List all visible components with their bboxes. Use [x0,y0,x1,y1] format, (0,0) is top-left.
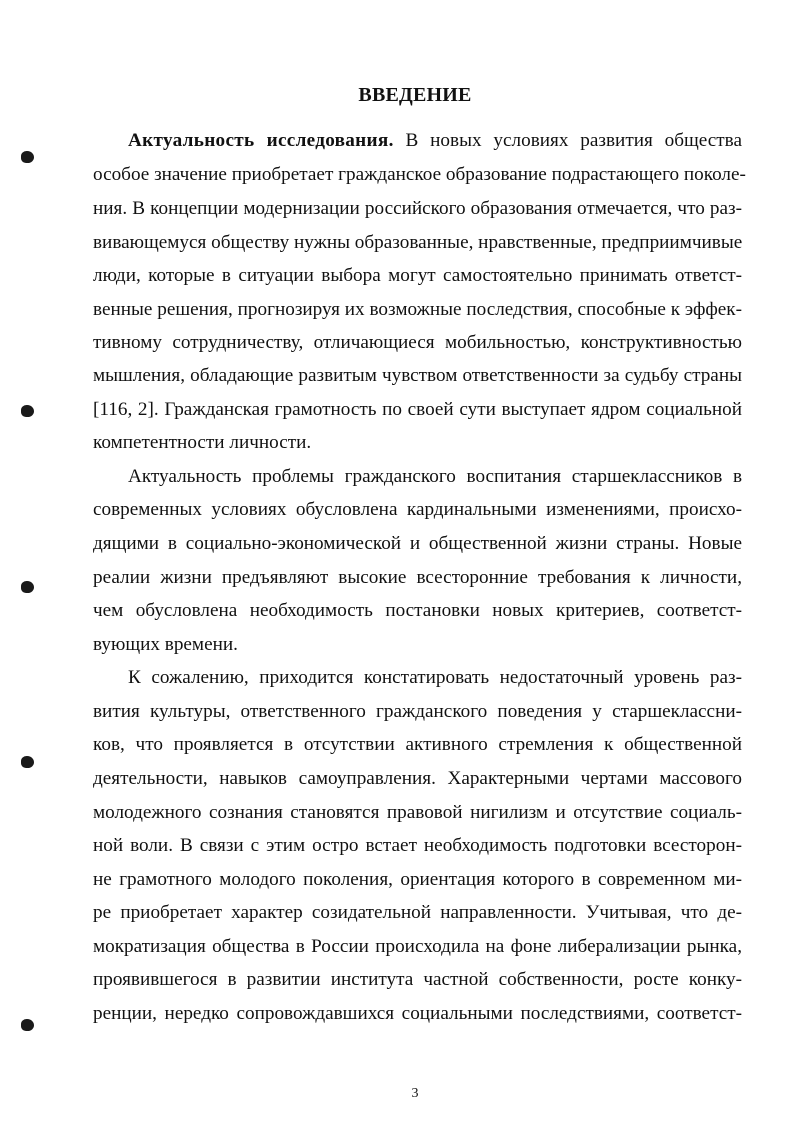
page-number: 3 [411,1086,419,1101]
paragraph-3-line-7: не грамотного молодого поколения, ориентация которого в современном ми- [93,869,742,890]
paragraph-1-line-2: особое значение приобретает гражданское образование подрастающего поколе- [93,164,746,185]
paragraph-3-line-10: проявившегося в развитии института частной собственности, росте конку- [93,969,742,990]
paragraph-1-line-4: вивающемуся обществу нужны образованные, нравственные, предприимчивые [93,232,743,253]
paragraph-3-line-9: мократизация общества в России происходила на фоне либерализации рынка, [93,936,742,957]
paragraph-3-line-8: ре приобретает характер созидательной направленности. Учитывая, что де- [93,902,742,923]
text-line: В новых условиях развития общества [393,130,742,151]
paragraph-1-line-6: венные решения, прогнозируя их возможные последствия, способные к эффек- [93,299,742,320]
paragraph-1-line-5: люди, которые в ситуации выбора могут самостоятельно принимать ответст- [93,265,742,286]
paragraph-2-line-2: современных условиях обусловлена кардинальными изменениями, происхо- [93,499,742,520]
paragraph-1-line-3: ния. В концепции модернизации российского образования отмечается, что раз- [93,198,742,219]
paragraph-3-line-3: ков, что проявляется в отсутствии активного стремления к общественной [93,734,742,755]
binder-hole-mark [21,151,34,163]
paragraph-3-line-1: К сожалению, приходится констатировать недостаточный уровень раз- [128,667,742,688]
page-title: ВВЕДЕНИЕ [358,84,472,106]
paragraph-3-line-4: деятельности, навыков самоуправления. Характерными чертами массового [93,768,742,789]
paragraph-2-line-1: Актуальность проблемы гражданского воспитания старшеклассников в [128,466,742,487]
paragraph-1-line-7: тивному сотрудничеству, отличающиеся мобильностью, конструктивностью [93,332,742,353]
binder-hole-mark [21,756,34,768]
paragraph-2-line-3: дящими в социально-экономической и общественной жизни страны. Новые [93,533,742,554]
paragraph-2-line-6: вующих времени. [93,634,238,655]
paragraph-1-line-1 [128,127,742,155]
paragraph-3-line-5: молодежного сознания становятся правовой нигилизм и отсутствие социаль- [93,802,742,823]
binder-hole-mark [21,1019,34,1031]
paragraph-1-line-9: [116, 2]. Гражданская грамотность по своей сути выступает ядром социальной [93,399,742,420]
paragraph-3-line-6: ной воли. В связи с этим остро встает необходимость подготовки всесторон- [93,835,742,856]
paragraph-2-line-4: реалии жизни предъявляют высокие всесторонние требования к личности, [93,567,742,588]
paragraph-1-line-8: мышления, обладающие развитым чувством ответственности за судьбу страны [93,365,742,386]
paragraph-1-line-10: компетентности личности. [93,432,312,453]
paragraph-2-line-5: чем обусловлена необходимость постановки новых критериев, соответст- [93,600,742,621]
binder-hole-mark [21,405,34,417]
paragraph-3-line-11: ренции, нередко сопровождавшихся социальными последствиями, соответст- [93,1003,742,1024]
binder-hole-mark [21,581,34,593]
paragraph-lead: Актуальность исследования. [128,130,394,151]
paragraph-3-line-2: вития культуры, ответственного гражданского поведения у старшеклассни- [93,701,742,722]
